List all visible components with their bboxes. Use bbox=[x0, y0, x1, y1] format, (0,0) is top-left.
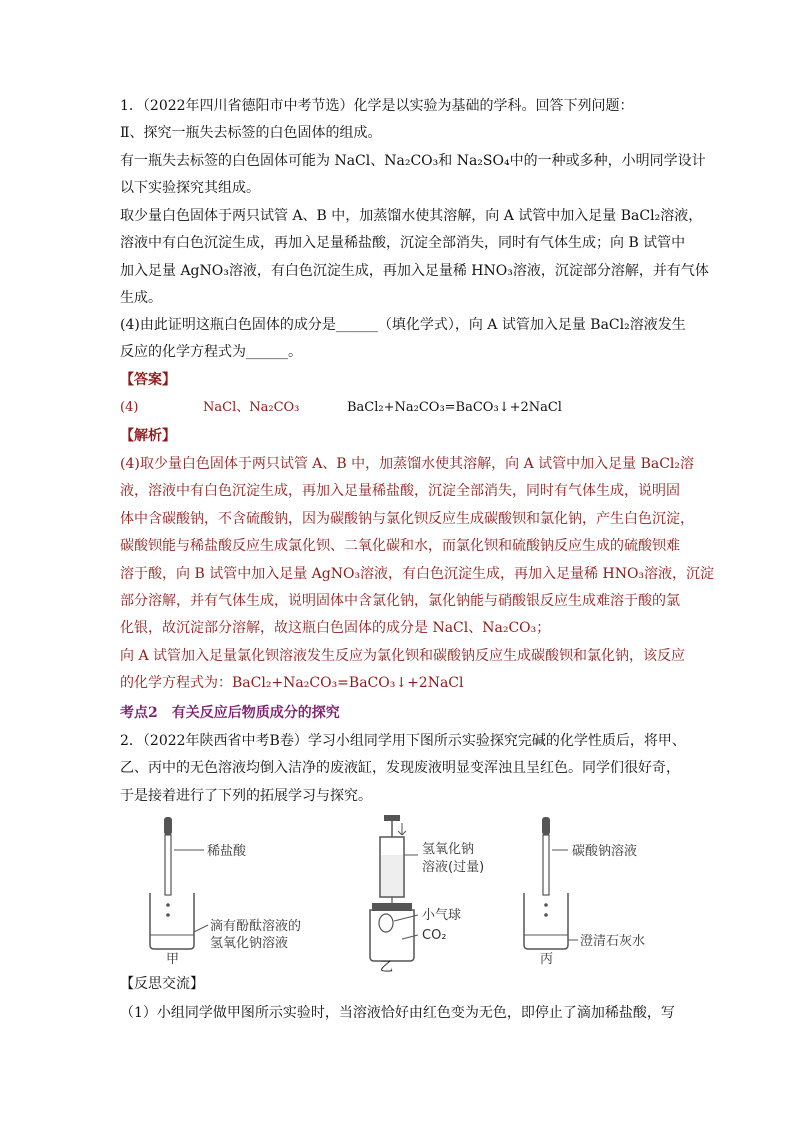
q2-paragraph: 乙、丙中的无色溶液均倒入洁净的废液缸，发现废液明显变浑浊且呈红色。同学们很好奇， bbox=[120, 760, 680, 776]
q1-part: Ⅱ、探究一瓶失去标签的白色固体的组成。 bbox=[120, 125, 382, 141]
label-phenolphthalein: 滴有酚酞溶液的 bbox=[210, 919, 302, 934]
q1-header: 1．（2022年四川省德阳市中考节选）化学是以实验为基础的学科。回答下列问题： bbox=[120, 98, 634, 114]
experiment-diagram bbox=[140, 815, 670, 965]
analysis-line: 液，溶液中有白色沉淀生成，再加入足量稀盐酸，沉淀全部消失，同时有气体生成，说明固 bbox=[120, 483, 680, 499]
label-co2: CO₂ bbox=[422, 928, 447, 943]
label-dilute-hcl: 稀盐酸 bbox=[207, 844, 247, 859]
analysis-title: 【解析】 bbox=[120, 428, 176, 444]
analysis-line: 的化学方程式为：BaCl₂+Na₂CO₃=BaCO₃↓+2NaCl bbox=[120, 675, 464, 691]
q1-question: (4)由此证明这瓶白色固体的成分是______（填化学式），向 A 试管加入足量 BaCl₂溶液发生 bbox=[120, 317, 686, 333]
q2-question: （1）小组同学做甲图所示实验时，当溶液恰好由红色变为无色，即停止了滴加稀盐酸，写 bbox=[120, 1005, 675, 1021]
answer-title: 【答案】 bbox=[120, 372, 176, 388]
q2-paragraph: 2．（2022年陕西省中考B卷）学习小组同学用下图所示实验探究完碱的化学性质后，将甲、 bbox=[120, 733, 686, 749]
answer-formula: NaCl、Na₂CO₃ bbox=[203, 400, 300, 415]
label-balloon: 小气球 bbox=[422, 908, 462, 923]
label-naoh-solution: 氢氧化钠溶液 bbox=[210, 936, 289, 951]
q1-paragraph: 溶液中有白色沉淀生成，再加入足量稀盐酸，沉淀全部消失，同时有气体生成；向 B 试管中 bbox=[120, 235, 686, 251]
reflect-title: 【反思交流】 bbox=[120, 976, 204, 992]
analysis-line: 碳酸钡能与稀盐酸反应生成氯化钡、二氧化碳和水，而氯化钡和硫酸钠反应生成的硫酸钡难 bbox=[120, 538, 680, 554]
analysis-line: 向 A 试管加入足量氯化钡溶液发生反应为氯化钡和碳酸钠反应生成碳酸钡和氯化钠，该反应 bbox=[120, 648, 686, 664]
label-naoh-excess: 溶液(过量) bbox=[422, 860, 485, 875]
q1-paragraph: 取少量白色固体于两只试管 A、B 中，加蒸馏水使其溶解，向 A 试管中加入足量 BaCl₂溶液， bbox=[120, 208, 703, 224]
flask-yi bbox=[370, 815, 484, 961]
q1-paragraph: 有一瓶失去标签的白色固体可能为 NaCl、Na₂CO₃和 Na₂SO₄中的一种或多种，小明同学设计 bbox=[120, 153, 706, 169]
section-heading: 考点2 有关反应后物质成分的探究 bbox=[120, 705, 340, 721]
analysis-line: 溶于酸，向 B 试管中加入足量 AgNO₃溶液，有白色沉淀生成，再加入足量稀 HNO₃溶液，沉淀 bbox=[120, 566, 715, 582]
beaker-jia bbox=[150, 817, 301, 965]
answer-number: (4) bbox=[120, 400, 139, 415]
analysis-line: 体中含碳酸钠，不含硫酸钠，因为碳酸钠与氯化钡反应生成碳酸钡和氯化钠，产生白色沉淀， bbox=[120, 511, 694, 527]
beaker-bing bbox=[524, 817, 645, 965]
q2-paragraph: 于是接着进行了下列的拓展学习与探究。 bbox=[120, 788, 372, 804]
q1-paragraph: 以下实验探究其组成。 bbox=[120, 180, 260, 196]
analysis-line: 化银，故沉淀部分溶解，故这瓶白色固体的成分是 NaCl、Na₂CO₃； bbox=[120, 620, 551, 636]
q1-paragraph: 生成。 bbox=[120, 290, 162, 306]
q1-question: 反应的化学方程式为______。 bbox=[120, 344, 302, 360]
analysis-line: (4)取少量白色固体于两只试管 A、B 中，加蒸馏水使其溶解，向 A 试管中加入足量 BaCl₂溶 bbox=[120, 456, 695, 472]
label-bing: 丙 bbox=[540, 952, 554, 965]
q1-paragraph: 加入足量 AgNO₃溶液，有白色沉淀生成，再加入足量稀 HNO₃溶液，沉淀部分溶解，并有气体 bbox=[120, 263, 709, 279]
label-yi-text: 乙 bbox=[380, 960, 394, 975]
answer-equation: BaCl₂+Na₂CO₃=BaCO₃↓+2NaCl bbox=[347, 400, 562, 415]
label-na2co3: 碳酸钠溶液 bbox=[572, 844, 638, 859]
analysis-line: 部分溶解，并有气体生成，说明固体中含氯化钠，氯化钠能与硝酸银反应生成难溶于酸的氯 bbox=[120, 593, 680, 609]
label-limewater: 澄清石灰水 bbox=[580, 934, 646, 949]
label-jia: 甲 bbox=[166, 952, 180, 965]
label-naoh: 氢氧化钠 bbox=[422, 842, 475, 857]
